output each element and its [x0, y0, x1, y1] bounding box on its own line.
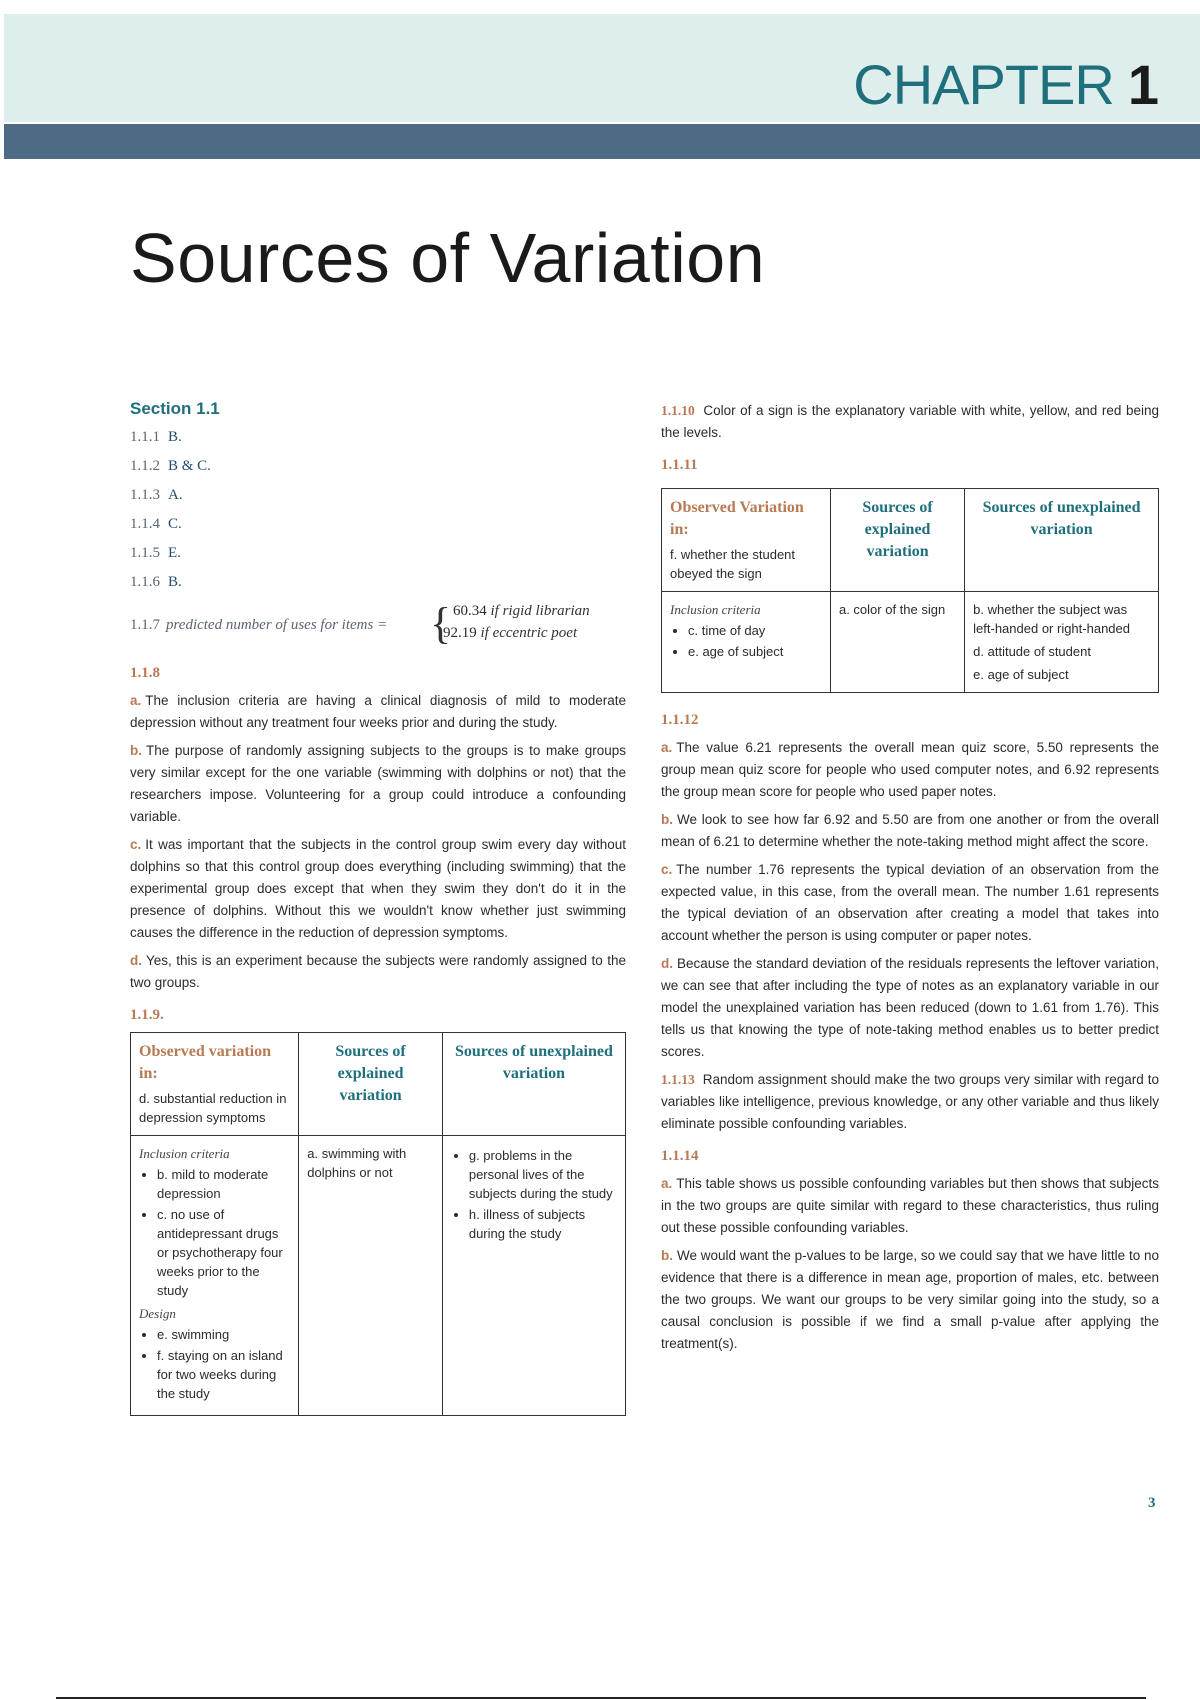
table-cell: [442, 1136, 625, 1416]
answer-item: 1.1.3 A.: [130, 487, 183, 503]
table-header-cell: Sources of unexplained variation: [965, 489, 1159, 592]
answer-paragraph: a. This table shows us possible confounding variables but then shows that subjects in the two groups are quite similar with regard to these characteristics, thus ruling out these possible confounding variables.: [661, 1176, 1159, 1235]
question-number: 1.1.8: [130, 665, 160, 681]
answer-paragraph: a. The value 6.21 represents the overall mean quiz score, 5.50 represents the group mean quiz score for people who used computer notes, and 6.92 represents the group mean score for people who used paper notes.: [661, 740, 1159, 799]
answer-paragraph: b. We would want the p-values to be large, so we could say that we have little to no evidence that there is a difference in mean age, proportion of males, etc. between the two groups. We want our groups to be very similar going into the study, so a causal conclusion is possible if we find a small p-value after applying the treatment(s).: [661, 1248, 1159, 1351]
answer-item: 1.1.4 C.: [130, 516, 182, 532]
answer-paragraph: c. The number 1.76 represents the typical deviation of an observation from the expected value, in this case, from the overall mean. The number 1.61 represents the typical deviation of an observation after creating a model that takes into account whether the person is using computer or paper notes.: [661, 862, 1159, 943]
question-number: 1.1.11: [661, 457, 698, 473]
list-item: • c. no use of antidepressant drugs or psychotherapy four weeks prior to the study: [157, 1205, 290, 1300]
page-number: 3: [1148, 1495, 1156, 1511]
answer-paragraph: c. It was important that the subjects in the control group swim every day without dolphins so that this control group does everything (including swimming) that the experimental group does except that when they swim they don't do it in the presence of dolphins. Without this we wouldn't know whether just swimming causes the difference in the reduction of depression symptoms.: [130, 837, 626, 940]
list-item: • f. staying on an island for two weeks during the study: [157, 1346, 290, 1403]
variation-table-1-1-11: [661, 488, 1159, 693]
answer-paragraph: 1.1.13 Random assignment should make the two groups very similar with regard to variables like intelligence, previous knowledge, or any other variable and thus likely eliminate possible confounding variables.: [661, 1072, 1159, 1131]
list-item: • e. age of subject: [688, 642, 822, 661]
answer-item: 1.1.6 B.: [130, 574, 182, 590]
answer-item: 1.1.1 B.: [130, 429, 182, 445]
chapter-word: CHAPTER: [853, 53, 1114, 116]
table-cell: a. swimming with dolphins or not: [299, 1136, 443, 1416]
table-cell: Inclusion criteria • c. time of day • e. age of subject: [662, 592, 831, 693]
answer-paragraph: b. The purpose of randomly assigning subjects to the groups is to make groups very similar except for the one variable (swimming with dolphins or not) that the researchers impose. Volunteering for a group could introduce a confounding variable.: [130, 743, 626, 824]
list-item: • e. swimming: [157, 1325, 290, 1344]
chapter-number: 1: [1127, 53, 1158, 116]
answer-paragraph: d. Because the standard deviation of the residuals represents the leftover variation, we can see that after including the type of notes as an explanatory variable in our model the unexplained variation has been reduced (down to 1.61 from 1.76). This tells us that knowing the type of note-taking method enables us to better predict scores.: [661, 956, 1159, 1059]
list-item: • g. problems in the personal lives of the subjects during the study: [469, 1146, 617, 1203]
formula-lhs: predicted number of uses for items =: [166, 617, 388, 633]
header-bar: [4, 124, 1200, 159]
list-item: • c. time of day: [688, 621, 822, 640]
left-column: [130, 398, 626, 1416]
answer-item: 1.1.2 B & C.: [130, 458, 211, 474]
brace-symbol: {: [430, 599, 452, 648]
answer-paragraph: d. Yes, this is an experiment because the subjects were randomly assigned to the two groups.: [130, 953, 626, 990]
chapter-heading: [853, 52, 1158, 117]
table-header-cell: Sources of unexplained variation: [442, 1033, 625, 1136]
section-title: Section 1.1: [130, 399, 220, 418]
formula-1-1-7: [130, 600, 626, 652]
answer-item: 1.1.5 E.: [130, 545, 181, 561]
footer-line: [56, 1697, 1146, 1699]
answer-paragraph: b. We look to see how far 6.92 and 5.50 are from one another or from the overall mean of 6.21 to determine whether the note-taking method might affect the score.: [661, 812, 1159, 849]
list-item: • h. illness of subjects during the study: [469, 1205, 617, 1243]
formula-case-2: 92.19 if eccentric poet: [443, 625, 578, 641]
table-header-cell: Sources of explained variation: [299, 1033, 443, 1136]
variation-table-1-1-9: [130, 1032, 626, 1416]
question-number: 1.1.9.: [130, 1007, 164, 1023]
formula-case-1: 60.34 if rigid librarian: [453, 603, 590, 619]
table-cell: a. color of the sign: [830, 592, 964, 693]
right-column: [661, 400, 1159, 1361]
table-cell: b. whether the subject was left-handed or right-handed d. attitude of student e. age of subject: [965, 592, 1159, 693]
answer-paragraph: a. The inclusion criteria are having a clinical diagnosis of mild to moderate depression without any treatment four weeks prior and during the study.: [130, 693, 626, 730]
list-item: • b. mild to moderate depression: [157, 1165, 290, 1203]
table-header-cell: Sources of explained variation: [830, 489, 964, 592]
table-header-cell: Observed Variation in: f. whether the student obeyed the sign: [662, 489, 831, 592]
question-number: 1.1.12: [661, 712, 699, 728]
page-title: Sources of Variation: [130, 219, 766, 297]
table-header-cell: Observed variation in: d. substantial reduction in depression symptoms: [131, 1033, 299, 1136]
question-number: 1.1.14: [661, 1148, 699, 1164]
answer-paragraph: 1.1.10 Color of a sign is the explanatory variable with white, yellow, and red being the levels.: [661, 403, 1159, 440]
answer-number: 1.1.7: [130, 617, 160, 633]
table-cell: Inclusion criteria • b. mild to moderate depression • c. no use of antidepressant drugs or psychotherapy four weeks prior to the study Design • e. swimming • f. staying on an island for two weeks during the study: [131, 1136, 299, 1416]
